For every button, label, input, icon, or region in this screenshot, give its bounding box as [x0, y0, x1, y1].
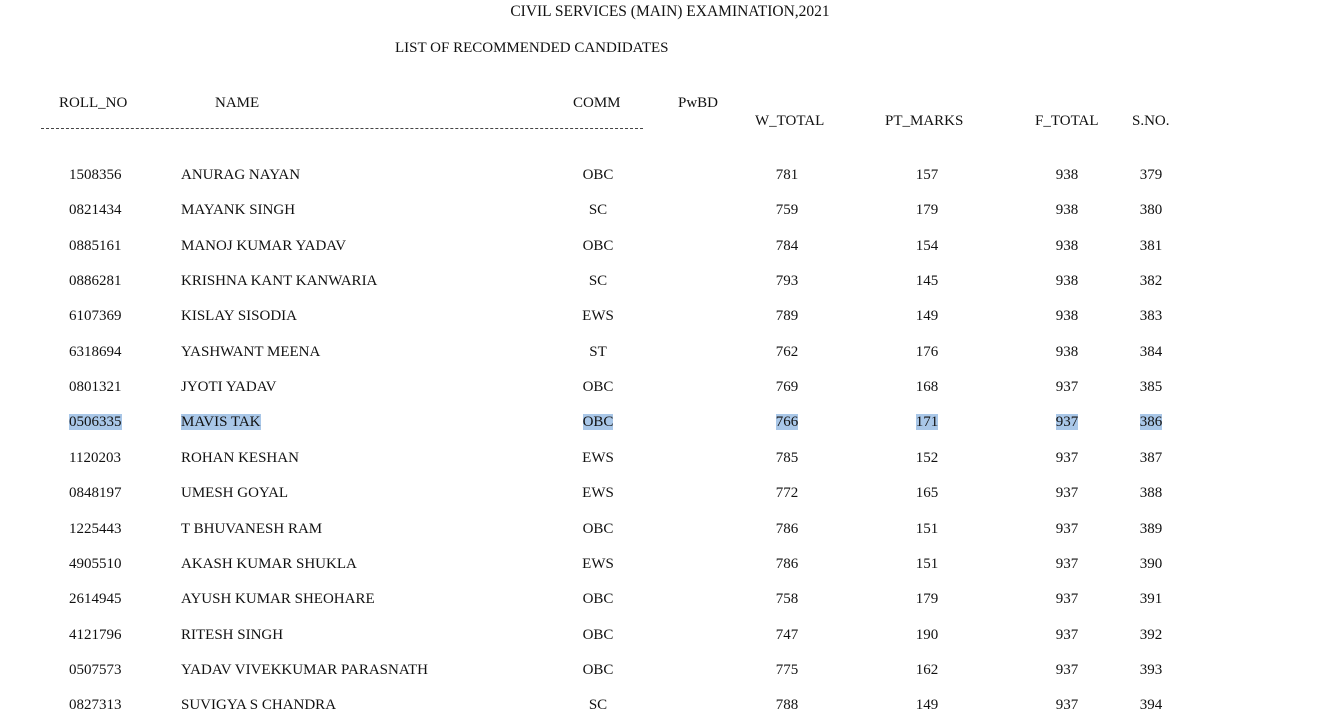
cell-f-total: 937 [1055, 662, 1079, 678]
cell-roll-no: 4905510 [69, 556, 122, 572]
cell-name: KISLAY SISODIA [181, 308, 297, 324]
cell-f-total: 938 [1055, 167, 1079, 183]
cell-sno: 384 [1139, 344, 1163, 360]
page-title: CIVIL SERVICES (MAIN) EXAMINATION,2021 [510, 3, 830, 20]
header-sno: S.NO. [1132, 113, 1170, 129]
cell-name: ROHAN KESHAN [181, 450, 299, 466]
cell-sno: 380 [1139, 202, 1163, 218]
cell-f-total: 937 [1055, 556, 1079, 572]
cell-sno: 381 [1139, 238, 1163, 254]
cell-w-total: 793 [775, 273, 799, 289]
cell-roll-no: 0886281 [69, 273, 122, 289]
table-row [0, 376, 1326, 398]
table-row [0, 305, 1326, 327]
cell-comm: SC [588, 273, 608, 289]
cell-roll-no: 0801321 [69, 379, 122, 395]
header-roll-no: ROLL_NO [59, 95, 128, 111]
cell-w-total: 786 [775, 521, 799, 537]
table-row [0, 518, 1326, 540]
cell-f-total: 937 [1055, 414, 1079, 430]
cell-roll-no: 0821434 [69, 202, 122, 218]
cell-roll-no: 1120203 [69, 450, 121, 466]
table-row [0, 411, 1326, 433]
cell-name: T BHUVANESH RAM [181, 521, 323, 537]
cell-w-total: 785 [775, 450, 799, 466]
cell-w-total: 784 [775, 238, 799, 254]
header-divider [41, 128, 643, 129]
header-pt-marks: PT_MARKS [885, 113, 964, 129]
cell-roll-no: 0507573 [69, 662, 122, 678]
table-row [0, 164, 1326, 186]
cell-comm: EWS [582, 485, 614, 501]
cell-name: MAYANK SINGH [181, 202, 296, 218]
cell-w-total: 786 [775, 556, 799, 572]
cell-roll-no: 1508356 [69, 167, 122, 183]
cell-name: AKASH KUMAR SHUKLA [181, 556, 357, 572]
cell-f-total: 938 [1055, 238, 1079, 254]
cell-name: ANURAG NAYAN [181, 167, 301, 183]
cell-w-total: 775 [775, 662, 799, 678]
cell-roll-no: 1225443 [69, 521, 122, 537]
cell-comm: OBC [582, 627, 614, 643]
header-w-total: W_TOTAL [755, 113, 825, 129]
cell-f-total: 937 [1055, 521, 1079, 537]
cell-pt-marks: 190 [915, 627, 939, 643]
table-row [0, 199, 1326, 221]
cell-f-total: 937 [1055, 485, 1079, 501]
cell-name: JYOTI YADAV [181, 379, 277, 395]
table-row [0, 270, 1326, 292]
page-subtitle: LIST OF RECOMMENDED CANDIDATES [395, 40, 669, 56]
cell-sno: 387 [1139, 450, 1163, 466]
table-row [0, 235, 1326, 257]
cell-w-total: 788 [775, 697, 799, 713]
cell-w-total: 758 [775, 591, 799, 607]
table-row [0, 588, 1326, 610]
cell-f-total: 938 [1055, 202, 1079, 218]
cell-pt-marks: 145 [915, 273, 939, 289]
cell-roll-no: 6107369 [69, 308, 122, 324]
cell-f-total: 937 [1055, 627, 1079, 643]
cell-w-total: 759 [775, 202, 799, 218]
cell-roll-no: 2614945 [69, 591, 122, 607]
cell-comm: OBC [582, 591, 614, 607]
cell-comm: OBC [582, 521, 614, 537]
table-row [0, 447, 1326, 469]
header-pwbd: PwBD [678, 95, 719, 111]
cell-sno: 383 [1139, 308, 1163, 324]
cell-sno: 389 [1139, 521, 1163, 537]
cell-pt-marks: 162 [915, 662, 939, 678]
cell-f-total: 938 [1055, 273, 1079, 289]
cell-pt-marks: 179 [915, 202, 939, 218]
cell-name: YASHWANT MEENA [181, 344, 321, 360]
cell-pt-marks: 151 [915, 556, 939, 572]
cell-comm: EWS [582, 450, 614, 466]
cell-comm: SC [588, 697, 608, 713]
cell-roll-no: 4121796 [69, 627, 122, 643]
table-row [0, 341, 1326, 363]
cell-sno: 382 [1139, 273, 1163, 289]
cell-comm: EWS [582, 556, 614, 572]
cell-w-total: 769 [775, 379, 799, 395]
cell-pt-marks: 157 [915, 167, 939, 183]
cell-comm: ST [589, 344, 607, 360]
cell-w-total: 789 [775, 308, 799, 324]
cell-name: UMESH GOYAL [181, 485, 289, 501]
cell-pt-marks: 165 [915, 485, 939, 501]
cell-sno: 379 [1139, 167, 1163, 183]
cell-f-total: 937 [1055, 697, 1079, 713]
cell-pt-marks: 149 [915, 697, 939, 713]
cell-name: AYUSH KUMAR SHEOHARE [181, 591, 375, 607]
cell-name: RITESH SINGH [181, 627, 284, 643]
cell-roll-no: 6318694 [69, 344, 122, 360]
cell-sno: 388 [1139, 485, 1163, 501]
cell-sno: 390 [1139, 556, 1163, 572]
table-row [0, 659, 1326, 681]
cell-w-total: 766 [775, 414, 799, 430]
cell-sno: 392 [1139, 627, 1163, 643]
cell-name: MAVIS TAK [181, 414, 261, 430]
cell-comm: OBC [582, 167, 614, 183]
cell-w-total: 762 [775, 344, 799, 360]
header-comm: COMM [573, 95, 621, 111]
cell-comm: OBC [582, 238, 614, 254]
cell-sno: 394 [1139, 697, 1163, 713]
cell-f-total: 937 [1055, 591, 1079, 607]
cell-name: MANOJ KUMAR YADAV [181, 238, 347, 254]
cell-w-total: 772 [775, 485, 799, 501]
table-row [0, 624, 1326, 646]
cell-comm: OBC [582, 662, 614, 678]
cell-roll-no: 0885161 [69, 238, 122, 254]
table-row [0, 694, 1326, 716]
cell-roll-no: 0848197 [69, 485, 122, 501]
cell-f-total: 937 [1055, 379, 1079, 395]
cell-w-total: 747 [775, 627, 799, 643]
cell-pt-marks: 168 [915, 379, 939, 395]
cell-comm: EWS [582, 308, 614, 324]
header-name: NAME [215, 95, 260, 111]
cell-sno: 391 [1139, 591, 1163, 607]
cell-pt-marks: 149 [915, 308, 939, 324]
cell-comm: OBC [582, 379, 614, 395]
cell-sno: 385 [1139, 379, 1163, 395]
cell-pt-marks: 151 [915, 521, 939, 537]
cell-sno: 393 [1139, 662, 1163, 678]
cell-roll-no: 0827313 [69, 697, 122, 713]
cell-name: KRISHNA KANT KANWARIA [181, 273, 378, 289]
cell-pt-marks: 154 [915, 238, 939, 254]
cell-f-total: 938 [1055, 344, 1079, 360]
cell-comm: OBC [582, 414, 614, 430]
cell-pt-marks: 171 [915, 414, 939, 430]
cell-f-total: 937 [1055, 450, 1079, 466]
table-row [0, 553, 1326, 575]
cell-name: SUVIGYA S CHANDRA [181, 697, 337, 713]
cell-pt-marks: 176 [915, 344, 939, 360]
cell-f-total: 938 [1055, 308, 1079, 324]
cell-roll-no: 0506335 [69, 414, 122, 430]
table-row [0, 482, 1326, 504]
cell-name: YADAV VIVEKKUMAR PARASNATH [181, 662, 428, 678]
cell-pt-marks: 152 [915, 450, 939, 466]
cell-comm: SC [588, 202, 608, 218]
header-f-total: F_TOTAL [1035, 113, 1099, 129]
cell-pt-marks: 179 [915, 591, 939, 607]
cell-sno: 386 [1139, 414, 1163, 430]
cell-w-total: 781 [775, 167, 799, 183]
